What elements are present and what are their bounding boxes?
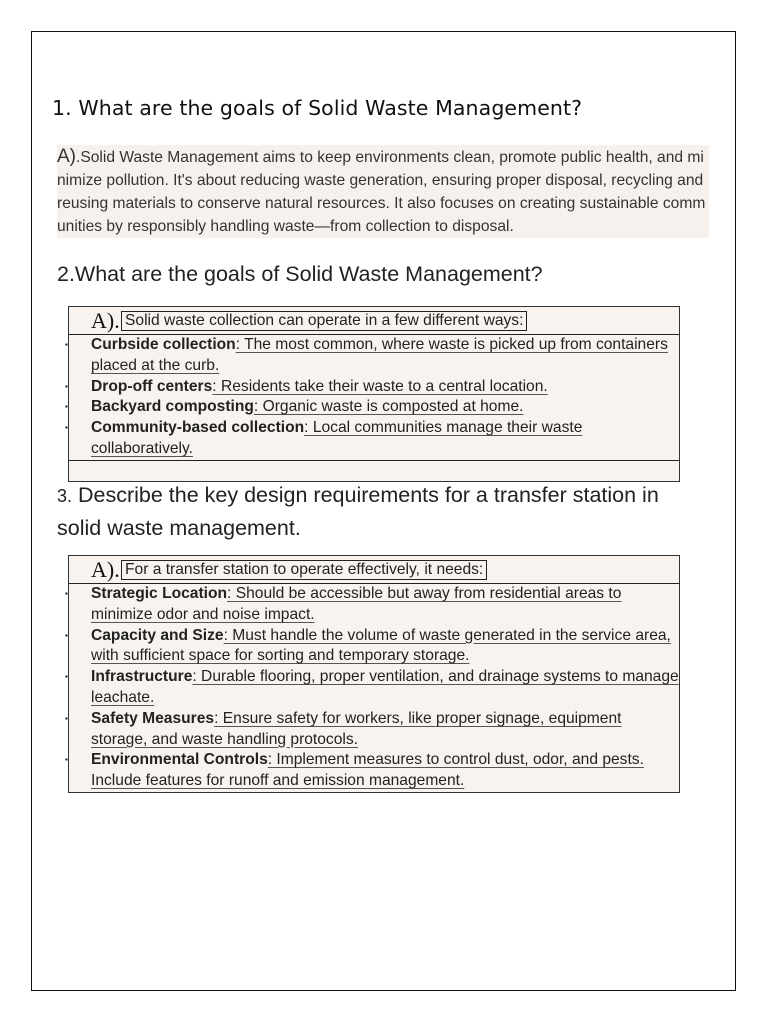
list-item [69,335,679,377]
list-item [69,750,679,792]
answer-3-box [68,555,680,793]
list-item-text: : Ensure safety for workers, like proper signage, equipment storage, and waste handling protocols. [91,709,622,748]
answer-1-paragraph [57,145,709,238]
list-item-text: : Organic waste is composted at home. [253,398,524,416]
list-item-text: : Residents take their waste to a central location. [212,377,548,395]
list-item-term: Backyard composting [91,398,254,416]
list-item-term: Infrastructure [91,668,193,686]
list-item-text: : Should be accessible but away from residential areas to minimize odor and noise impact. [91,585,622,623]
answer-3-lead: A). [91,557,120,582]
answer-3-intro: For a transfer station to operate effectively, it needs: [121,560,487,580]
list-item [69,667,679,709]
list-item [69,626,679,668]
answer-1-text: .Solid Waste Management aims to keep environments clean, promote public health, and minimize pollution. It's about reducing waste generation, ensuring proper disposal, recycling and reusing materials to conserve natural resources. It also focuses on creating sustainable communities by responsibly handling waste—from collection to disposal. [57,149,706,235]
list-item-term: Capacity and Size [91,626,224,644]
answer-2-list [69,335,679,460]
answer-3-lead-row [69,556,679,584]
list-item-term: Community-based collection [91,419,305,437]
list-item-term: Safety Measures [91,709,215,727]
answer-1-lead: A) [57,146,76,167]
question-2-heading: 2.What are the goals of Solid Waste Management? [57,262,543,286]
answer-2-box [68,306,680,482]
list-item-text: : Durable flooring, proper ventilation, and drainage systems to manage leachate. [91,668,679,706]
list-item-term: Environmental Controls [91,751,268,769]
list-item-term: Strategic Location [91,585,228,602]
question-3-number: 3. [57,486,73,506]
list-item-text: : The most common, where waste is picked up from containers placed at the curb. [91,336,668,374]
answer-2-intro: Solid waste collection can operate in a few different ways: [121,311,527,331]
list-item-text: : Implement measures to control dust, odor, and pests. Include features for runoff and emission management. [91,751,644,790]
question-1-heading: 1. What are the goals of Solid Waste Management? [52,96,583,120]
list-item [69,377,679,398]
list-item-text: : Local communities manage their waste collaboratively. [91,419,583,457]
list-item-text: : Must handle the volume of waste generated in the service area, with sufficient space for sorting and temporary storage. [91,626,671,665]
answer-2-tail [69,460,679,481]
list-item-term: Drop-off centers [91,377,213,395]
list-item [69,709,679,751]
list-item [69,397,679,418]
answer-2-lead: A). [91,308,120,333]
document-page [31,31,736,991]
list-item-term: Curbside collection [91,336,236,353]
question-3-heading [57,479,697,544]
list-item [69,584,679,626]
question-3-title: Describe the key design requirements for a transfer station in solid waste management. [57,483,659,540]
answer-3-list [69,584,679,792]
answer-2-lead-row [69,307,679,335]
list-item [69,418,679,460]
